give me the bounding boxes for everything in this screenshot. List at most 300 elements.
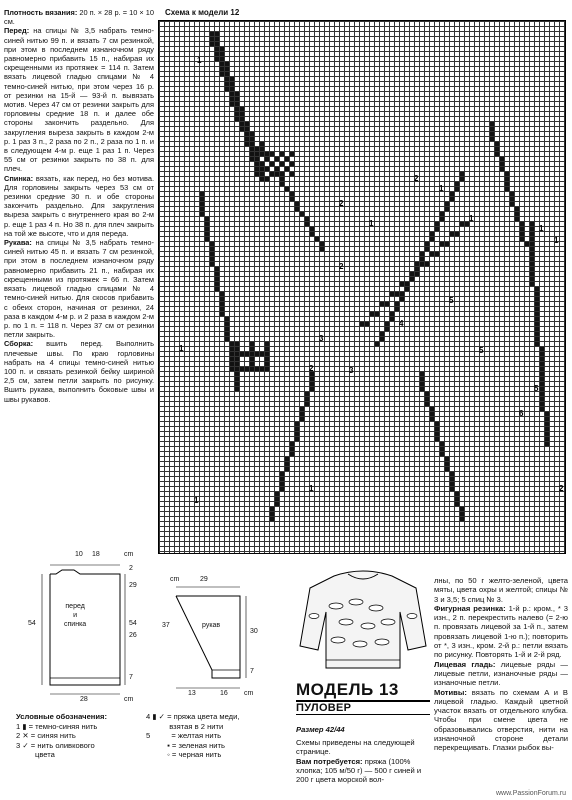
filled-stitch xyxy=(395,302,399,306)
filled-stitch xyxy=(445,242,449,246)
filled-stitch xyxy=(380,332,384,336)
chart-motif xyxy=(159,21,567,555)
filled-stitch xyxy=(515,212,519,216)
filled-stitch xyxy=(370,312,374,316)
filled-stitch xyxy=(300,412,304,416)
filled-stitch xyxy=(230,87,234,91)
filled-stitch xyxy=(435,222,439,226)
filled-stitch xyxy=(220,312,224,316)
chart-number-label: 2 xyxy=(309,364,314,373)
filled-stitch xyxy=(235,377,239,381)
filled-stitch xyxy=(295,422,299,426)
legend xyxy=(16,712,107,760)
materials-continued: лны, по 50 г желто-зеленой, цвета мяты, цвета охры и желтой; спицы № 3 и 3,5; 5 спиц № 3. xyxy=(434,576,568,604)
filled-stitch xyxy=(270,507,274,511)
filled-stitch xyxy=(230,352,234,356)
filled-stitch xyxy=(435,252,439,256)
chart-number-label: 1 xyxy=(439,184,444,193)
filled-stitch xyxy=(200,192,204,196)
filled-stitch xyxy=(455,492,459,496)
filled-stitch xyxy=(530,222,534,226)
model-description xyxy=(296,738,430,784)
filled-stitch xyxy=(375,342,379,346)
filled-stitch xyxy=(200,212,204,216)
filled-stitch xyxy=(400,292,404,296)
filled-stitch xyxy=(235,362,239,366)
filled-stitch xyxy=(215,37,219,41)
filled-stitch xyxy=(545,432,549,436)
filled-stitch xyxy=(455,502,459,506)
sleeve-schematic xyxy=(160,576,290,702)
filled-stitch xyxy=(450,232,454,236)
materials-text: Вам потребуется: пряжа (100% хлопка; 105 м/50 г) — 500 г синей и 200 г цвета морской вол- xyxy=(296,756,422,785)
legend-item: ◦ = черная нить xyxy=(146,750,222,759)
filled-stitch xyxy=(235,382,239,386)
filled-stitch xyxy=(425,392,429,396)
chart-number-label: 1 xyxy=(369,219,374,228)
filled-stitch xyxy=(415,267,419,271)
filled-stitch xyxy=(220,297,224,301)
filled-stitch xyxy=(420,262,424,266)
filled-stitch xyxy=(535,307,539,311)
filled-stitch xyxy=(300,212,304,216)
filled-stitch xyxy=(425,242,429,246)
filled-stitch xyxy=(455,182,459,186)
filled-stitch xyxy=(255,167,259,171)
filled-stitch xyxy=(210,247,214,251)
filled-stitch xyxy=(545,427,549,431)
filled-stitch xyxy=(245,142,249,146)
body-dim-top-1: 10 xyxy=(75,551,83,558)
filled-stitch xyxy=(435,432,439,436)
filled-stitch xyxy=(220,62,224,66)
filled-stitch xyxy=(540,362,544,366)
legend-item: цвета xyxy=(16,750,55,759)
filled-stitch xyxy=(240,352,244,356)
filled-stitch xyxy=(495,142,499,146)
filled-stitch xyxy=(250,367,254,371)
filled-stitch xyxy=(280,472,284,476)
filled-stitch xyxy=(545,437,549,441)
filled-stitch xyxy=(375,312,379,316)
filled-stitch xyxy=(265,367,269,371)
stockinette-paragraph: Лицевая гладь: лицевые ряды — лицевые петли, изнаночные ряды — изнаночные петли. xyxy=(434,659,569,688)
filled-stitch xyxy=(230,77,234,81)
filled-stitch xyxy=(275,502,279,506)
chart-number-label: 1 xyxy=(554,236,559,245)
filled-stitch xyxy=(210,257,214,261)
filled-stitch xyxy=(215,272,219,276)
filled-stitch xyxy=(225,332,229,336)
filled-stitch xyxy=(265,362,269,366)
filled-stitch xyxy=(300,407,304,411)
filled-stitch xyxy=(545,422,549,426)
chart-number-label: 5 xyxy=(479,346,484,355)
filled-stitch xyxy=(235,357,239,361)
chart-number-label: 3 xyxy=(349,366,354,375)
filled-stitch xyxy=(250,152,254,156)
filled-stitch xyxy=(455,187,459,191)
filled-stitch xyxy=(460,517,464,521)
rib-pattern-paragraph: Фигурная резинка: 1-й р.: кром., * 3 изн., 2 п. перекрестить налево (= 2-ю п. провязать лицевой за 1-й п., затем провязать лицевой 1-ю п.); повторить от *, 3 изн., кром. 2-й р.: петли вязать по рисунку. Повторять 1-й и 2-й ряд. xyxy=(434,603,569,660)
body-dim-top-unit: cm xyxy=(124,551,134,558)
filled-stitch xyxy=(240,127,244,131)
filled-stitch xyxy=(215,32,219,36)
filled-stitch xyxy=(245,122,249,126)
filled-stitch xyxy=(430,237,434,241)
filled-stitch xyxy=(220,292,224,296)
description-text: Схемы приведены на следующей странице. xyxy=(296,738,415,757)
knitting-chart xyxy=(158,20,566,554)
filled-stitch xyxy=(425,262,429,266)
filled-stitch xyxy=(235,107,239,111)
filled-stitch xyxy=(250,362,254,366)
filled-stitch xyxy=(310,382,314,386)
filled-stitch xyxy=(500,157,504,161)
filled-stitch xyxy=(235,102,239,106)
filled-stitch xyxy=(220,67,224,71)
filled-stitch xyxy=(260,162,264,166)
filled-stitch xyxy=(435,437,439,441)
filled-stitch xyxy=(225,337,229,341)
filled-stitch xyxy=(250,132,254,136)
filled-stitch xyxy=(295,427,299,431)
filled-stitch xyxy=(540,397,544,401)
filled-stitch xyxy=(420,387,424,391)
filled-stitch xyxy=(400,282,404,286)
filled-stitch xyxy=(230,347,234,351)
filled-stitch xyxy=(240,107,244,111)
sleeve-outline xyxy=(160,582,290,702)
filled-stitch xyxy=(540,392,544,396)
filled-stitch xyxy=(310,227,314,231)
filled-stitch xyxy=(210,242,214,246)
filled-stitch xyxy=(275,157,279,161)
body-dim-side-2: 54 xyxy=(129,620,137,627)
model-subtitle: ПУЛОВЕР xyxy=(296,702,352,714)
filled-stitch xyxy=(270,172,274,176)
filled-stitch xyxy=(225,67,229,71)
filled-stitch xyxy=(265,167,269,171)
filled-stitch xyxy=(255,147,259,151)
filled-stitch xyxy=(535,302,539,306)
filled-stitch xyxy=(275,492,279,496)
filled-stitch xyxy=(490,127,494,131)
filled-stitch xyxy=(280,152,284,156)
filled-stitch xyxy=(495,152,499,156)
filled-stitch xyxy=(460,222,464,226)
filled-stitch xyxy=(210,42,214,46)
filled-stitch xyxy=(235,112,239,116)
chart-number-label: 6 xyxy=(519,409,524,418)
right-column xyxy=(434,576,568,753)
filled-stitch xyxy=(255,367,259,371)
body-dim-side-1: 29 xyxy=(129,582,137,589)
filled-stitch xyxy=(540,407,544,411)
filled-stitch xyxy=(260,352,264,356)
filled-stitch xyxy=(225,322,229,326)
filled-stitch xyxy=(235,347,239,351)
filled-stitch xyxy=(280,172,284,176)
sleeve-dim-bottom-unit: cm xyxy=(244,690,254,697)
filled-stitch xyxy=(225,82,229,86)
filled-stitch xyxy=(210,32,214,36)
filled-stitch xyxy=(230,362,234,366)
filled-stitch xyxy=(530,232,534,236)
filled-stitch xyxy=(450,482,454,486)
filled-stitch xyxy=(530,237,534,241)
motifs-paragraph: Мотивы: вязать по схемам A и B лицевой гладью. Каждый цветной участок вязать от отдельного клубка. Чтобы при смене цвета не образовывались отверстия, нити на изнаночной стороне детали перекрещивать. Глазки рыбок вы- xyxy=(434,687,568,753)
filled-stitch xyxy=(205,222,209,226)
filled-stitch xyxy=(280,162,284,166)
filled-stitch xyxy=(255,157,259,161)
filled-stitch xyxy=(430,407,434,411)
filled-stitch xyxy=(250,357,254,361)
filled-stitch xyxy=(395,307,399,311)
filled-stitch xyxy=(535,287,539,291)
filled-stitch xyxy=(230,342,234,346)
filled-stitch xyxy=(290,192,294,196)
size-label: Размер 42/44 xyxy=(296,725,345,734)
filled-stitch xyxy=(225,327,229,331)
filled-stitch xyxy=(510,202,514,206)
body-dim-small-1: 2 xyxy=(129,565,133,572)
filled-stitch xyxy=(510,197,514,201)
filled-stitch xyxy=(225,62,229,66)
chart-number-label: 1 xyxy=(194,496,199,505)
filled-stitch xyxy=(215,277,219,281)
filled-stitch xyxy=(270,162,274,166)
body-dim-small-2: 7 xyxy=(129,674,133,681)
filled-stitch xyxy=(200,197,204,201)
filled-stitch xyxy=(290,447,294,451)
filled-stitch xyxy=(525,242,529,246)
filled-stitch xyxy=(250,147,254,151)
filled-stitch xyxy=(305,402,309,406)
filled-stitch xyxy=(420,372,424,376)
legend-item: 2 ✕ = синяя нить xyxy=(16,731,76,740)
chart-number-label: 1 xyxy=(539,224,544,233)
filled-stitch xyxy=(305,222,309,226)
filled-stitch xyxy=(380,337,384,341)
filled-stitch xyxy=(440,242,444,246)
chart-number-label: 5 xyxy=(534,384,539,393)
sleeve-dim-bottom-1: 13 xyxy=(188,690,196,697)
filled-stitch xyxy=(530,242,534,246)
sleeve-label: рукав xyxy=(202,622,221,629)
chart-number-label: 2 xyxy=(339,262,344,271)
filled-stitch xyxy=(380,302,384,306)
filled-stitch xyxy=(220,72,224,76)
filled-stitch xyxy=(425,397,429,401)
filled-stitch xyxy=(260,367,264,371)
filled-stitch xyxy=(290,152,294,156)
filled-stitch xyxy=(250,157,254,161)
filled-stitch xyxy=(250,347,254,351)
filled-stitch xyxy=(540,387,544,391)
filled-stitch xyxy=(430,412,434,416)
legend-item: ▪ = зеленая нить xyxy=(146,740,225,750)
filled-stitch xyxy=(500,162,504,166)
filled-stitch xyxy=(535,332,539,336)
chart-title: Схема к модели 12 xyxy=(165,8,240,17)
filled-stitch xyxy=(405,282,409,286)
filled-stitch xyxy=(285,467,289,471)
filled-stitch xyxy=(535,342,539,346)
filled-stitch xyxy=(530,257,534,261)
filled-stitch xyxy=(535,292,539,296)
filled-stitch xyxy=(215,282,219,286)
filled-stitch xyxy=(295,437,299,441)
filled-stitch xyxy=(385,327,389,331)
filled-stitch xyxy=(215,267,219,271)
filled-stitch xyxy=(385,302,389,306)
filled-stitch xyxy=(215,47,219,51)
filled-stitch xyxy=(395,292,399,296)
filled-stitch xyxy=(285,457,289,461)
sleeve-dim-side-2: 7 xyxy=(250,668,254,675)
sleeve-dim-top-unit: cm xyxy=(170,576,180,583)
filled-stitch xyxy=(290,172,294,176)
filled-stitch xyxy=(255,172,259,176)
back-paragraph: Спинка: вязать, как перед, но без мотива. Для горловины закрыть через 53 см от резинки средние 30 п. и обе стороны закончить раздельно. Для закругления выреза закрыть с внутреннего края во 2-м р. еще 1 раз 4 п. Но 38 п. для плеч закрыть на той же высоте, что и для переда. xyxy=(4,173,154,238)
filled-stitch xyxy=(215,42,219,46)
filled-stitch xyxy=(360,322,364,326)
filled-stitch xyxy=(520,237,524,241)
body-dim-bottom: 28 xyxy=(80,696,88,703)
filled-stitch xyxy=(535,322,539,326)
chart-number-label: 3 xyxy=(319,334,324,343)
filled-stitch xyxy=(420,382,424,386)
filled-stitch xyxy=(310,387,314,391)
filled-stitch xyxy=(230,102,234,106)
filled-stitch xyxy=(445,462,449,466)
filled-stitch xyxy=(390,312,394,316)
chart-number-label: 1 xyxy=(179,344,184,353)
chart-number-label: 2 xyxy=(559,484,564,493)
filled-stitch xyxy=(245,367,249,371)
filled-stitch xyxy=(260,172,264,176)
filled-stitch xyxy=(260,167,264,171)
filled-stitch xyxy=(400,297,404,301)
filled-stitch xyxy=(245,137,249,141)
filled-stitch xyxy=(320,242,324,246)
filled-stitch xyxy=(260,142,264,146)
filled-stitch xyxy=(220,57,224,61)
filled-stitch xyxy=(215,57,219,61)
filled-stitch xyxy=(300,417,304,421)
sleeve-dim-bottom-2: 16 xyxy=(220,690,228,697)
legend-item: 5 = желтая нить xyxy=(146,731,222,740)
filled-stitch xyxy=(435,422,439,426)
filled-stitch xyxy=(445,457,449,461)
filled-stitch xyxy=(545,442,549,446)
filled-stitch xyxy=(225,72,229,76)
assembly-paragraph: Сборка: вшить перед. Выполнить плечевые швы. По краю горловины набрать на 4 спицы темно-синей нитью 100 п. и связать резинкой бейку шириной 2,5 см, затем петли закрыть по рисунку. Вшить рукава, выполнить боковые швы и швы рукавов. xyxy=(4,339,154,404)
filled-stitch xyxy=(435,427,439,431)
filled-stitch xyxy=(260,152,264,156)
filled-stitch xyxy=(285,167,289,171)
watermark: www.PassionForum.ru xyxy=(495,790,566,797)
filled-stitch xyxy=(505,172,509,176)
filled-stitch xyxy=(285,157,289,161)
filled-stitch xyxy=(405,287,409,291)
chart-number-label: 5 xyxy=(449,296,454,305)
filled-stitch xyxy=(235,387,239,391)
sweater-drawing xyxy=(296,566,430,676)
filled-stitch xyxy=(210,252,214,256)
legend-title: Условные обозначения: xyxy=(16,712,108,721)
filled-stitch xyxy=(505,187,509,191)
front-paragraph: Перед: на спицы № 3,5 набрать темно-синей нитью 99 п. и вязать 7 см резинкой, при этом в последнем изнаночном ряду равномерно прибавить 15 п., набирая их скрещенными из протяжек = 114 п. Затем вязать лицевой гладью спицами № 4 темно-синей нитью, при этом через 16 р. от резинки на 15-й — 93-й п. вывязать мотив. Через 47 см от резинки закрыть для горловины средние 18 п. и далее обе стороны закончить раздельно. Для закругления выреза закрыть в каждом 2-м р. 1 раз 3 п., 2 раза по 2 п., 2 раза по 1 п. и в следующем 4-м р. еще 1 раз 1 п. Через 55 см от резинки закрыть по 38 п. для плеч. xyxy=(4,26,154,174)
chart-number-label: 1 xyxy=(309,484,314,493)
filled-stitch xyxy=(250,342,254,346)
filled-stitch xyxy=(540,377,544,381)
filled-stitch xyxy=(540,357,544,361)
filled-stitch xyxy=(530,252,534,256)
filled-stitch xyxy=(305,392,309,396)
filled-stitch xyxy=(535,327,539,331)
filled-stitch xyxy=(415,262,419,266)
filled-stitch xyxy=(450,192,454,196)
filled-stitch xyxy=(425,247,429,251)
filled-stitch xyxy=(495,147,499,151)
model-title: МОДЕЛЬ 13 xyxy=(296,680,399,699)
filled-stitch xyxy=(305,397,309,401)
filled-stitch xyxy=(235,352,239,356)
filled-stitch xyxy=(530,267,534,271)
filled-stitch xyxy=(285,462,289,466)
filled-stitch xyxy=(205,237,209,241)
filled-stitch xyxy=(310,232,314,236)
filled-stitch xyxy=(240,122,244,126)
filled-stitch xyxy=(520,222,524,226)
filled-stitch xyxy=(320,247,324,251)
filled-stitch xyxy=(230,82,234,86)
filled-stitch xyxy=(305,217,309,221)
filled-stitch xyxy=(445,202,449,206)
filled-stitch xyxy=(365,322,369,326)
divider xyxy=(296,714,430,715)
filled-stitch xyxy=(450,472,454,476)
filled-stitch xyxy=(540,402,544,406)
filled-stitch xyxy=(450,487,454,491)
filled-stitch xyxy=(530,272,534,276)
filled-stitch xyxy=(270,512,274,516)
filled-stitch xyxy=(280,487,284,491)
filled-stitch xyxy=(445,207,449,211)
filled-stitch xyxy=(490,137,494,141)
filled-stitch xyxy=(545,412,549,416)
filled-stitch xyxy=(205,232,209,236)
filled-stitch xyxy=(220,47,224,51)
filled-stitch xyxy=(290,197,294,201)
filled-stitch xyxy=(220,52,224,56)
filled-stitch xyxy=(265,177,269,181)
sweater-illustration xyxy=(296,566,430,676)
filled-stitch xyxy=(535,297,539,301)
filled-stitch xyxy=(530,282,534,286)
body-schematic xyxy=(20,551,150,705)
filled-stitch xyxy=(420,252,424,256)
filled-stitch xyxy=(310,377,314,381)
filled-stitch xyxy=(265,342,269,346)
sleeves-paragraph: Рукава: на спицы № 3,5 набрать темно-синей нитью 45 п. и вязать 7 см резинкой, при этом в последнем изнаночном ряду равномерно прибавить 21 п., набирая их скрещенными из протяжек = 66 п. Затем вязать лицевой гладью спицами № 4 темно-синей нитью. Для скосов прибавить с обеих сторон, начиная от резинки, 24 раза в каждом 4-м р. и 2 раза в каждом 2-м р. по 1 п. = 118 п. Через 37 см от резинки петли закрыть. xyxy=(4,238,154,340)
filled-stitch xyxy=(440,442,444,446)
filled-stitch xyxy=(215,287,219,291)
filled-stitch xyxy=(445,467,449,471)
legend-item: 4 ▮ ✓ = пряжа цвета меди, xyxy=(146,712,240,721)
